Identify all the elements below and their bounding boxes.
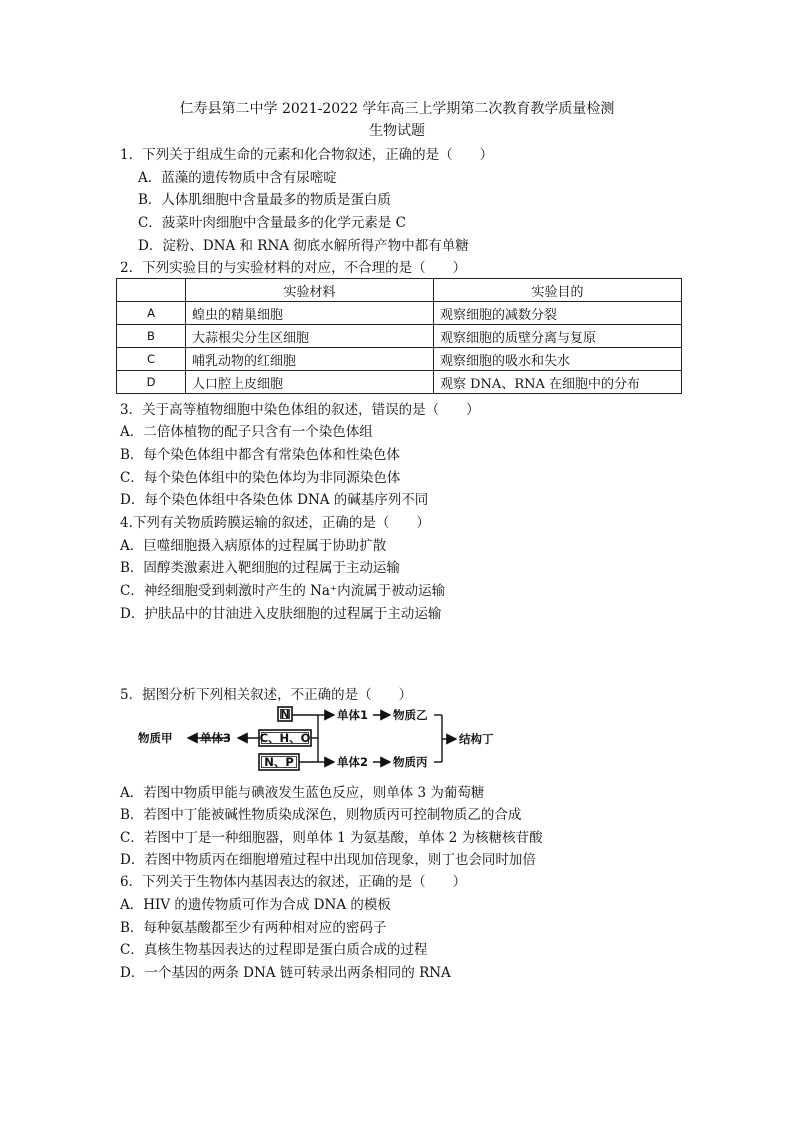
q3-option-d: D．每个染色体组中各染色体 DNA 的碱基序列不同 xyxy=(120,492,429,508)
q5-option-d: D．若图中物质丙在细胞增殖过程中出现加倍现象，则丁也会同时加倍 xyxy=(120,852,536,868)
label-np: N、P xyxy=(264,755,294,769)
q3-stem: 3．关于高等植物细胞中染色体组的叙述，错误的是（ ） xyxy=(120,402,480,418)
q5-option-c: C．若图中丁是一种细胞器，则单体 1 为氨基酸，单体 2 为核糖核苷酸 xyxy=(120,830,543,846)
label-cho: C、H、O xyxy=(259,731,311,745)
table-cell: 哺乳动物的红细胞 xyxy=(186,348,434,371)
table-header xyxy=(117,279,186,302)
q6-stem: 6．下列关于生物体内基因表达的叙述，正确的是（ ） xyxy=(120,874,467,890)
q2-table xyxy=(116,278,682,394)
label-substance-a: 物质甲 xyxy=(138,731,173,745)
label-monomer2: 单体2 xyxy=(337,755,369,769)
q6-option-a: A．HIV 的遗传物质可作为合成 DNA 的模板 xyxy=(120,897,391,913)
table-cell: 观察 DNA、RNA 在细胞中的分布 xyxy=(434,371,682,394)
q5-flow-diagram xyxy=(138,706,508,774)
q4-option-a: A．巨噬细胞摄入病原体的过程属于协助扩散 xyxy=(120,538,387,554)
label-substance-c: 物质丙 xyxy=(393,755,428,769)
table-cell: 蝗虫的精巢细胞 xyxy=(186,302,434,325)
q5-option-a: A．若图中物质甲能与碘液发生蓝色反应，则单体 3 为葡萄糖 xyxy=(120,785,485,801)
q4-option-b: B．固醇类激素进入靶细胞的过程属于主动运输 xyxy=(120,560,400,576)
table-cell: D xyxy=(117,371,186,394)
q6-option-c: C．真核生物基因表达的过程即是蛋白质合成的过程 xyxy=(120,942,428,958)
q6-option-b: B．每种氨基酸都至少有两种相对应的密码子 xyxy=(120,920,387,936)
q1-stem: 1．下列关于组成生命的元素和化合物叙述，正确的是（ ） xyxy=(120,147,494,163)
q3-option-a: A．二倍体植物的配子只含有一个染色体组 xyxy=(120,424,373,440)
q1-option-d: D．淀粉、DNA 和 RNA 彻底水解所得产物中都有单糖 xyxy=(138,238,469,254)
table-header: 实验材料 xyxy=(186,279,434,302)
table-cell: 人口腔上皮细胞 xyxy=(186,371,434,394)
q3-option-c: C．每个染色体组中的染色体均为非同源染色体 xyxy=(120,470,401,486)
label-structure-d: 结构丁 xyxy=(459,732,494,746)
table-row xyxy=(117,371,682,394)
table-cell: C xyxy=(117,348,186,371)
table-cell: B xyxy=(117,325,186,348)
q4-option-c: C．神经细胞受到刺激时产生的 Na⁺内流属于被动运输 xyxy=(120,583,446,599)
q4-stem: 4.下列有关物质跨膜运输的叙述，正确的是（ ） xyxy=(120,515,430,531)
q2-stem: 2．下列实验目的与实验材料的对应，不合理的是（ ） xyxy=(120,260,467,276)
table-cell: A xyxy=(117,302,186,325)
table-row xyxy=(117,302,682,325)
table-cell: 观察细胞的吸水和失水 xyxy=(434,348,682,371)
table-cell: 观察细胞的质壁分离与复原 xyxy=(434,325,682,348)
table-cell: 大蒜根尖分生区细胞 xyxy=(186,325,434,348)
table-row xyxy=(117,348,682,371)
label-monomer1: 单体1 xyxy=(337,708,369,722)
q4-option-d: D．护肤品中的甘油进入皮肤细胞的过程属于主动运输 xyxy=(120,606,442,622)
q1-option-c: C．菠菜叶肉细胞中含量最多的化学元素是 C xyxy=(138,215,406,231)
page-subtitle: 生物试题 xyxy=(369,123,425,139)
q5-option-b: B．若图中丁能被碱性物质染成深色，则物质丙可控制物质乙的合成 xyxy=(120,807,522,823)
label-n: N xyxy=(280,707,290,721)
table-row xyxy=(117,325,682,348)
page-title: 仁寿县第二中学 2021-2022 学年高三上学期第二次教育教学质量检测 xyxy=(179,101,615,117)
label-monomer3: 单体3 xyxy=(200,731,232,745)
table-header: 实验目的 xyxy=(434,279,682,302)
table-cell: 观察细胞的减数分裂 xyxy=(434,302,682,325)
q6-option-d: D．一个基因的两条 DNA 链可转录出两条相同的 RNA xyxy=(120,965,451,981)
table-header-row xyxy=(117,279,682,302)
q5-stem: 5．据图分析下列相关叙述，不正确的是（ ） xyxy=(120,687,413,703)
q3-option-b: B．每个染色体组中都含有常染色体和性染色体 xyxy=(120,447,400,463)
q1-option-a: A．蓝藻的遗传物质中含有尿嘧啶 xyxy=(138,170,337,186)
label-substance-b: 物质乙 xyxy=(393,708,428,722)
q1-option-b: B．人体肌细胞中含量最多的物质是蛋白质 xyxy=(138,192,391,208)
